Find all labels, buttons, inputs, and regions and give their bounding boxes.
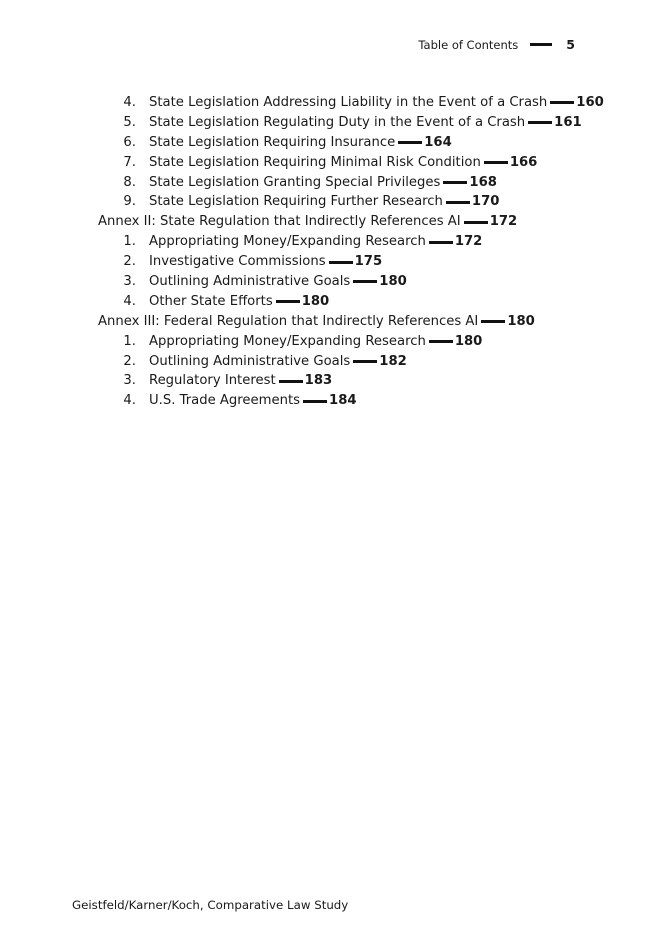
toc-entry-page: 168 <box>469 174 497 190</box>
toc-entry-title: U.S. Trade Agreements <box>149 393 301 409</box>
running-header <box>418 37 575 52</box>
toc-entry-number: 6. <box>123 134 136 150</box>
toc-entry-page: 184 <box>329 393 357 409</box>
toc-entry-page: 161 <box>554 114 582 130</box>
toc-entry-title: Appropriating Money/Expanding Research <box>149 234 426 250</box>
header-dash <box>530 43 552 46</box>
toc-entry-number: 7. <box>123 154 136 170</box>
toc-entry-number: 4. <box>123 293 136 309</box>
toc-leader-dash <box>429 340 453 343</box>
toc-entry-title: Other State Efforts <box>149 293 273 309</box>
header-page-number: 5 <box>566 37 575 52</box>
toc-entry-title: Outlining Administrative Goals <box>149 353 351 369</box>
toc-entry-number: 5. <box>123 114 136 130</box>
toc-subentry <box>98 113 618 133</box>
toc-entry <box>98 312 618 332</box>
toc-subentry <box>98 133 618 153</box>
toc-leader-dash <box>481 320 505 323</box>
toc-subentry <box>98 272 618 292</box>
header-title: Table of Contents <box>418 37 519 52</box>
toc-entry-page: 182 <box>379 353 407 369</box>
toc-entry-title: Outlining Administrative Goals <box>149 274 351 290</box>
toc-subentry <box>98 332 618 352</box>
toc-leader-dash <box>464 221 488 224</box>
toc-entry-title: State Legislation Requiring Further Research <box>149 194 443 210</box>
toc-leader-dash <box>279 380 303 383</box>
toc-subentry <box>98 292 618 312</box>
table-of-contents <box>98 93 618 411</box>
toc-leader-dash <box>528 121 552 124</box>
toc-subentry <box>98 252 618 272</box>
toc-entry-page: 170 <box>471 194 500 210</box>
toc-entry-page: 183 <box>304 373 333 389</box>
toc-leader-dash <box>353 360 377 363</box>
toc-subentry <box>98 232 618 252</box>
toc-entry-page: 166 <box>509 154 538 170</box>
toc-entry-number: 1. <box>123 234 136 250</box>
toc-leader-dash <box>443 181 467 184</box>
toc-entry-number: 2. <box>123 254 136 270</box>
toc-leader-dash <box>550 101 574 104</box>
toc-subentry <box>98 391 618 411</box>
toc-entry-page: 180 <box>301 293 330 309</box>
toc-entry-title: State Legislation Requiring Minimal Risk Condition <box>149 154 481 170</box>
toc-entry-page: 164 <box>424 134 452 150</box>
toc-leader-dash <box>484 161 508 164</box>
toc-entry-number: 3. <box>123 373 136 389</box>
toc-entry-number: 8. <box>123 174 136 190</box>
toc-leader-dash <box>303 400 327 403</box>
toc-leader-dash <box>353 280 377 283</box>
toc-leader-dash <box>329 261 353 264</box>
toc-entry-page: 172 <box>489 214 518 230</box>
toc-entry-number: 4. <box>123 393 136 409</box>
toc-leader-dash <box>276 300 300 303</box>
toc-entry-title: Annex III: Federal Regulation that Indirectly References AI <box>98 313 479 329</box>
toc-entry-title: Appropriating Money/Expanding Research <box>149 333 426 349</box>
toc-entry-page: 180 <box>507 313 535 329</box>
toc-entry-title: State Legislation Regulating Duty in the Event of a Crash <box>149 114 526 130</box>
toc-entry-page: 180 <box>379 274 407 290</box>
toc-subentry <box>98 371 618 391</box>
toc-leader-dash <box>398 141 422 144</box>
toc-entry-number: 9. <box>123 194 136 210</box>
toc-subentry <box>98 93 618 113</box>
toc-entry-title: State Legislation Requiring Insurance <box>149 134 396 150</box>
toc-leader-dash <box>429 241 453 244</box>
toc-entry-title: Regulatory Interest <box>149 373 276 389</box>
toc-entry-number: 2. <box>123 353 136 369</box>
toc-subentry <box>98 173 618 193</box>
toc-entry-page: 175 <box>354 254 383 270</box>
toc-entry-title: State Legislation Addressing Liability in the Event of a Crash <box>149 95 548 110</box>
toc-subentry <box>98 192 618 212</box>
toc-entry-page: 172 <box>454 234 483 250</box>
toc-entry-page: 180 <box>454 333 483 349</box>
toc-entry-title: Annex II: State Regulation that Indirectly References AI <box>98 214 461 230</box>
toc-entry-number: 4. <box>123 95 136 110</box>
toc-subentry <box>98 153 618 173</box>
toc-entry-title: Investigative Commissions <box>149 254 326 270</box>
toc-entry-number: 1. <box>123 333 136 349</box>
toc-entry <box>98 212 618 232</box>
running-footer: Geistfeld/Karner/Koch, Comparative Law Study <box>72 898 349 912</box>
toc-entry-page: 160 <box>576 95 604 110</box>
toc-entry-number: 3. <box>123 274 136 290</box>
toc-subentry <box>98 352 618 372</box>
toc-leader-dash <box>446 201 470 204</box>
toc-entry-title: State Legislation Granting Special Privileges <box>149 174 441 190</box>
